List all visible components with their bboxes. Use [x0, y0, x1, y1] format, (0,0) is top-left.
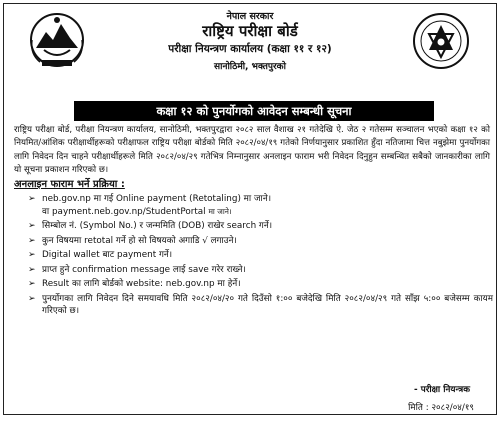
procedure-heading-text: अनलाइन फाराम भर्ने प्रक्रिया : [14, 179, 125, 190]
step-text: Digital wallet बाट payment गर्ने। [42, 250, 173, 260]
office-location: सानोठिमी, भक्तपुरको [214, 62, 286, 72]
arrow-bullet-icon: ➢ [28, 293, 36, 304]
notice-page [3, 3, 497, 415]
procedure-steps [28, 193, 493, 320]
step-text: Result का लागि बोर्डको website: neb.gov.np मा हेर्ने। [42, 279, 241, 289]
step-text: पुनर्योगका लागि निवेदन दिने समयावधि मिति २०८२/०४/२० गते दिउँसो १:०० बजेदेखि मिति २०८२/०४/२९ गते साँझ ५:०० बजेसम्म कायम गरिएको छ। [42, 293, 493, 316]
step-alt-suffix: मा जाने। [208, 206, 232, 216]
arrow-bullet-icon: ➢ [28, 250, 36, 260]
list-item [28, 193, 493, 218]
notice-title: कक्षा १२ को पुनर्योगको आवेदन सम्बन्धी सूचना [74, 101, 434, 121]
arrow-bullet-icon: ➢ [28, 235, 36, 246]
signature-line: - परीक्षा नियन्त्रक [414, 385, 470, 395]
government-line: नेपाल सरकार [226, 11, 274, 22]
step-alt-url: वा payment.neb.gov.np/StudentPortal [42, 206, 206, 217]
notice-date: मिति : २०८२/०४/१९ [408, 403, 474, 413]
list-item [28, 220, 493, 233]
list-item [28, 293, 493, 318]
notice-header [4, 4, 496, 74]
arrow-bullet-icon: ➢ [28, 264, 36, 275]
list-item [28, 249, 493, 262]
procedure-heading [14, 176, 125, 190]
list-item [28, 264, 493, 277]
notice-body: राष्ट्रिय परीक्षा बोर्ड, परीक्षा नियन्त्रण कार्यालय, सानोठिमी, भक्तपुरद्वारा २०८२ साल वैशाख २१ गतेदेखि ऐ. जेठ २ गतेसम्म सञ्चालन भएको कक्षा १२ को नियमित/आंशिक परीक्षार्थीहरूको परीक्षाफल राष्ट्रिय परीक्षा बोर्डको मिति २०८२/०४/१९ गतेको निर्णयानुसार प्रकाशित हुँदा नतिजामा चित्त नबुझेमा पुनर्योगका लागि निवेदन दिन चाहने परीक्षार्थीहरूले मिति २०८२/०४/२९ गतेभित्र निम्नानुसार अनलाइन फाराम भरी निवेदन दिनुहुन सम्बन्धित सबैको जानकारीका लागि यो सूचना प्रकाशन गरिएको छ। [14, 125, 491, 175]
list-item [28, 278, 493, 291]
arrow-bullet-icon: ➢ [28, 194, 36, 204]
neb-emblem-icon [412, 12, 470, 70]
office-name: परीक्षा नियन्त्रण कार्यालय (कक्षा ११ र १२) [168, 43, 332, 55]
step-text: प्राप्त हुने confirmation message लाई save गरेर राख्ने। [42, 264, 246, 275]
step-alt-link [42, 206, 493, 219]
arrow-bullet-icon: ➢ [28, 221, 36, 231]
list-item [28, 235, 493, 248]
step-text: सिम्बोल नं. (Symbol No.) र जन्ममिति (DOB) राखेर search गर्ने। [42, 221, 273, 231]
step-text: कुन विषयमा retotal गर्ने हो सो विषयको अगाडि √ लगाउने। [42, 235, 237, 246]
arrow-bullet-icon: ➢ [28, 279, 36, 289]
step-text: neb.gov.np मा गई Online payment (Retotaling) मा जाने। [42, 194, 272, 204]
board-name: राष्ट्रिय परीक्षा बोर्ड [202, 22, 298, 40]
